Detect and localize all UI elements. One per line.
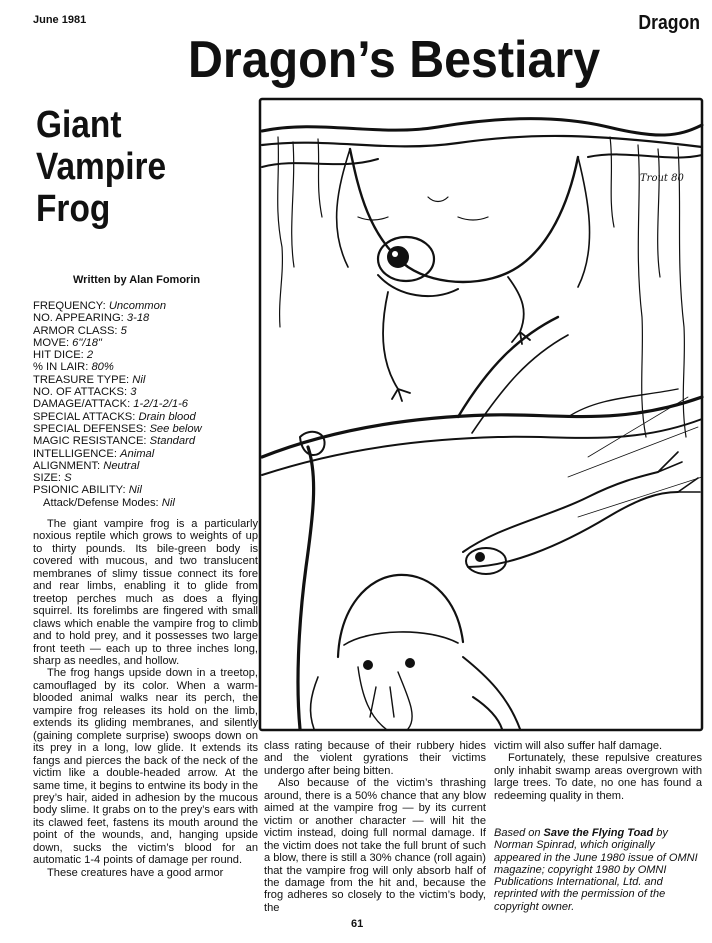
stat-row: [33, 337, 258, 349]
body-paragraph: These creatures have a good armor: [47, 866, 224, 879]
stat-row: [33, 386, 258, 398]
stat-label: SPECIAL ATTACKS:: [33, 410, 139, 423]
byline: Written by Alan Fomorin: [73, 274, 201, 286]
stat-label: SPECIAL DEFENSES:: [33, 422, 150, 435]
stat-block: [33, 300, 258, 509]
stat-value: 1-2/1-2/1-6: [133, 398, 189, 411]
stat-value: 2: [86, 349, 94, 362]
article-title-line: Vampire: [36, 146, 167, 188]
stat-row: [33, 472, 258, 484]
stat-label: PSIONIC ABILITY:: [33, 484, 129, 497]
stat-row: [33, 300, 258, 312]
body-paragraph: class rating because of their rubbery hides and the violent gyrations their victims undergo after being bitten.: [264, 740, 486, 777]
stat-value: 5: [120, 324, 127, 337]
stat-row: [33, 361, 258, 373]
stat-label: MAGIC RESISTANCE:: [33, 435, 150, 448]
stat-row: [33, 349, 258, 361]
body-column-3: [494, 740, 702, 802]
stat-label: INTELLIGENCE:: [33, 447, 121, 460]
stat-label: SIZE:: [33, 472, 65, 485]
article-title-line: Frog: [36, 188, 111, 230]
stat-row: [33, 312, 258, 324]
body-paragraph: Also because of the victim’s thrashing around, there is a 50% chance that any blow aimed at the vampire frog — by its current victim or another character — will hit the victim instead, doing full normal damage. If the victim does not take the full brunt of such a blow, there is still a 30% chance (roll again) that the vampire frog will only absorb half of the damage from the hit and, because the frog adheres so closely to the victim’s body, the: [264, 777, 486, 914]
artist-signature: Trout 80: [640, 173, 684, 184]
stat-value: Drain blood: [138, 410, 196, 423]
stat-row: [33, 398, 258, 410]
stat-value: See below: [149, 422, 202, 435]
stat-label: DAMAGE/ATTACK:: [33, 398, 134, 411]
stat-row: [33, 497, 258, 509]
issue-date: June 1981: [33, 14, 87, 26]
stat-label: FREQUENCY:: [33, 300, 109, 312]
stat-row: [33, 423, 258, 435]
stat-row: [33, 411, 258, 423]
stat-value: Nil: [161, 496, 175, 509]
stat-label: ALIGNMENT:: [33, 459, 104, 472]
credit-prefix: Based on: [494, 827, 544, 839]
stat-label: HIT DICE:: [33, 349, 87, 362]
stat-value: Standard: [149, 435, 196, 448]
stat-value: 3-18: [126, 312, 150, 325]
stat-value: Nil: [132, 373, 146, 386]
stat-value: Uncommon: [108, 300, 167, 312]
stat-row: [33, 484, 258, 496]
magazine-name: Dragon: [638, 12, 700, 34]
vampire-frog-illustration: [258, 97, 704, 732]
stat-label: NO. OF ATTACKS:: [33, 386, 131, 399]
stat-label: NO. APPEARING:: [33, 312, 127, 325]
stat-row: [33, 448, 258, 460]
body-paragraph: The giant vampire frog is a particularly noxious reptile which grows to weights of up to thirty pounds. Its bile-green body is covered with mucous, and two translucent membranes of slimy tissue connect its fore and rear limbs, enabling it to glide from treetop perches much as does a flying squirrel. Its forelimbs are fingered with small claws which enable the vampire frog to climb and to hold prey, and it possesses two large front teeth — each up to three inches long, sharp as needles, and hollow.: [33, 518, 258, 667]
article-title: [36, 104, 166, 230]
source-credit: [494, 827, 702, 913]
stat-label: MOVE:: [33, 336, 73, 349]
stat-label: % IN LAIR:: [33, 361, 92, 374]
body-paragraph: Fortunately, these repulsive creatures only inhabit swamp areas overgrown with large trees. To date, no one has found a redeeming quality in them.: [494, 752, 702, 802]
credit-story-title: Save the Flying Toad: [543, 827, 654, 839]
stat-value: Animal: [120, 447, 155, 460]
stat-label: TREASURE TYPE:: [33, 373, 133, 386]
credit-text: by Norman Spinrad, which originally appeared in the June 1980 issue of OMNI magazine; copyright 1980 by OMNI Publications International, Ltd. and reprinted with the permission of the copyright owner.: [494, 827, 698, 913]
body-paragraph: The frog hangs upside down in a treetop, camouflaged by its color. When a warm-blooded animal walks near its perch, the vampire frog releases its hold on the limb, extends its gliding membranes, and silently (gaining complete surprise) swoops down on its prey in a long, low glide. It extends its fangs and pierces the back of the neck of the victim like a double-headed arrow. At the same time, it begins to entwine its body in the prey’s hair, aided in adhesion by the mucous body slime. It grabs on to the prey’s ears with its clawed feet, fastens its mouth around the point of the wounds, and, hanging upside down, sucks the victim’s blood for an automatic 1-4 points of damage per round.: [33, 667, 258, 867]
page-title: Dragon’s Bestiary: [188, 31, 601, 89]
stat-label: ARMOR CLASS:: [33, 324, 121, 337]
stat-label: Attack/Defense Modes:: [43, 496, 162, 509]
stat-row: [33, 435, 258, 447]
stat-row: [33, 460, 258, 472]
stat-value: Neutral: [103, 459, 140, 472]
page-number: 61: [351, 918, 364, 930]
stat-value: Nil: [128, 484, 142, 497]
body-column-2: [264, 740, 486, 914]
body-column-1: [33, 518, 258, 879]
stat-row: [33, 374, 258, 386]
stat-value: 80%: [91, 361, 114, 374]
body-paragraph: victim will also suffer half damage.: [494, 740, 663, 752]
stat-row: [33, 325, 258, 337]
article-title-line: Giant: [36, 104, 122, 146]
stat-value: 3: [130, 386, 137, 399]
stat-value: 6"/18": [72, 336, 102, 349]
stat-value: S: [64, 472, 72, 485]
